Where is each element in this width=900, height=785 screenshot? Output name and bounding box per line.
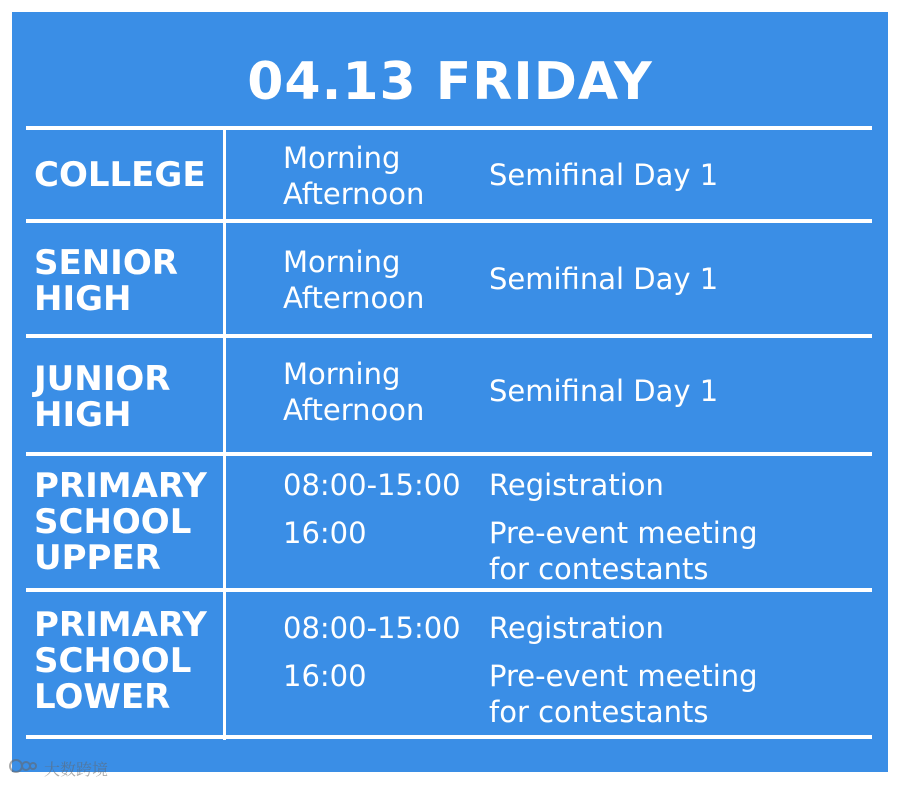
category-primary-upper: PRIMARY SCHOOL UPPER [34, 466, 207, 578]
row-event: Pre-event meeting for contestants [489, 659, 758, 729]
schedule-title: 04.13 FRIDAY [247, 52, 653, 112]
row-time: 16:00 [283, 659, 367, 693]
row-event: Pre-event meeting for contestants [489, 516, 758, 586]
row-event: Semifinal Day 1 [489, 374, 719, 408]
category-junior-high: JUNIOR HIGH [34, 359, 171, 435]
row-event: Semifinal Day 1 [489, 262, 719, 296]
row-event: Registration [489, 468, 664, 502]
watermark [8, 757, 108, 779]
row-divider [26, 334, 872, 338]
row-time: 16:00 [283, 516, 367, 550]
row-time: 08:00-15:00 [283, 611, 461, 645]
row-divider [26, 452, 872, 456]
row-time: Morning Afternoon [283, 245, 425, 315]
row-event: Semifinal Day 1 [489, 158, 719, 192]
watermark-text: 大数跨境 [44, 759, 109, 779]
row-divider [26, 126, 872, 130]
category-college: COLLEGE [34, 155, 206, 195]
watermark-logo-icon [8, 757, 38, 780]
column-divider [223, 128, 226, 740]
row-divider [26, 588, 872, 592]
category-senior-high: SENIOR HIGH [34, 243, 178, 319]
category-primary-lower: PRIMARY SCHOOL LOWER [34, 605, 207, 717]
row-time: 08:00-15:00 [283, 468, 461, 502]
row-divider [26, 735, 872, 739]
schedule-card [12, 12, 888, 772]
row-time: Morning Afternoon [283, 357, 425, 427]
row-time: Morning Afternoon [283, 141, 425, 211]
row-divider [26, 219, 872, 223]
row-event: Registration [489, 611, 664, 645]
